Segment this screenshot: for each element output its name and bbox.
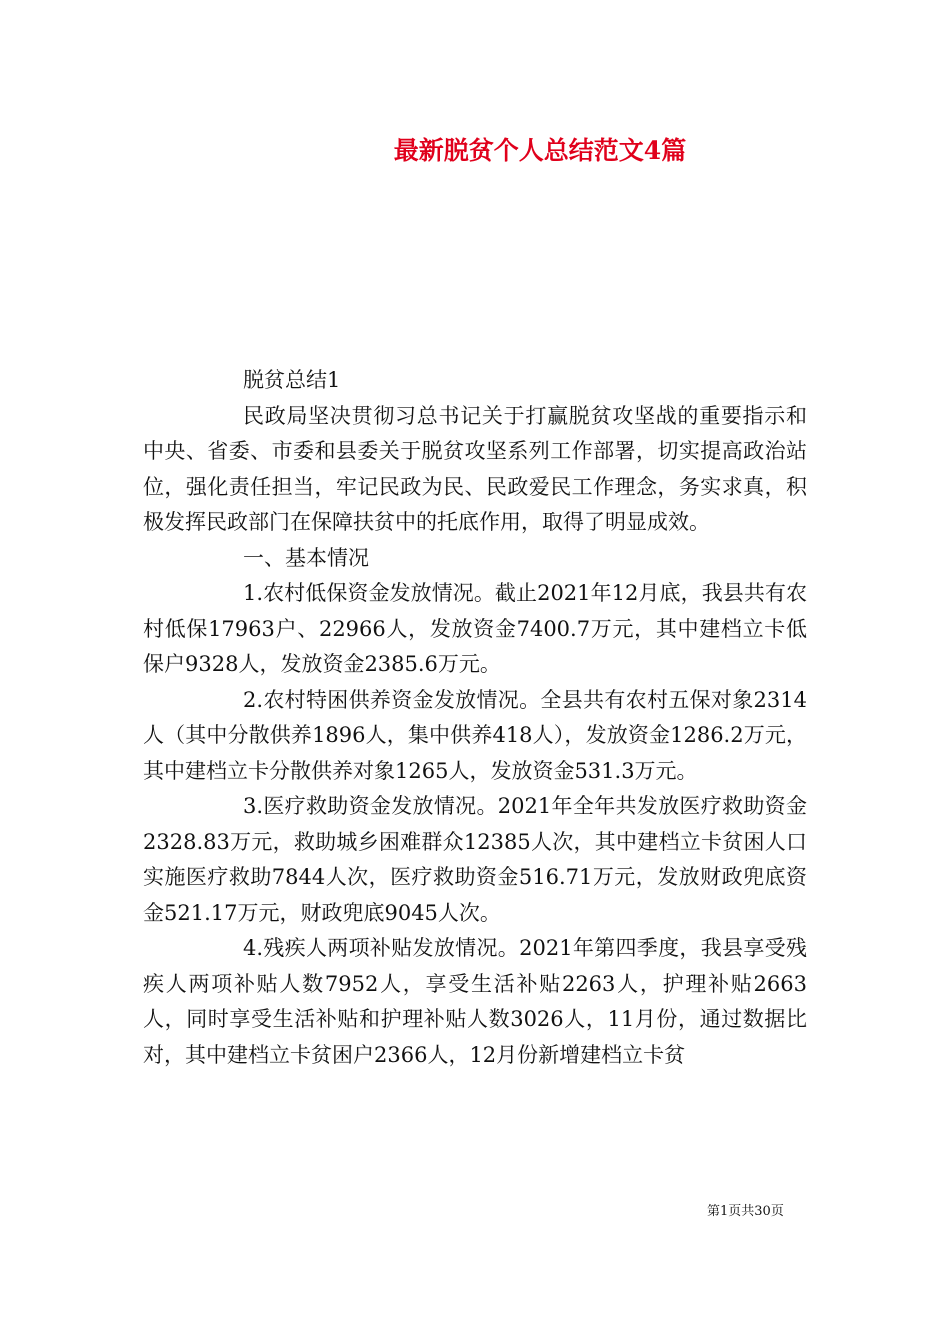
page-number: 第1页共30页 — [707, 1204, 784, 1219]
list-item: 2.农村特困供养资金发放情况。全县共有农村五保对象2314人（其中分散供养1896人，集中供养418人），发放资金1286.2万元，其中建档立卡分散供养对象1265人，发放资金531.3万元。 — [143, 687, 807, 783]
document-body — [143, 363, 807, 1073]
list-item: 4.残疾人两项补贴发放情况。2021年第四季度，我县享受残疾人两项补贴人数7952人，享受生活补贴2263人，护理补贴2663人，同时享受生活补贴和护理补贴人数3026人，11月份，通过数据比对，其中建档立卡贫困户2366人，12月份新增建档立卡贫 — [143, 936, 807, 1067]
list-item: 3.医疗救助资金发放情况。2021年全年共发放医疗救助资金2328.83万元，救助城乡困难群众12385人次，其中建档立卡贫困人口实施医疗救助7844人次，医疗救助资金516.71万元，发放财政兜底资金521.17万元，财政兜底9045人次。 — [143, 794, 807, 925]
subsection-title: 一、基本情况 — [243, 545, 369, 570]
section-title: 脱贫总结1 — [243, 368, 341, 392]
paragraph: 民政局坚决贯彻习总书记关于打赢脱贫攻坚战的重要指示和中央、省委、市委和县委关于脱贫攻坚系列工作部署，切实提高政治站位，强化责任担当，牢记民政为民、民政爱民工作理念，务实求真，积极发挥民政部门在保障扶贫中的托底作用，取得了明显成效。 — [143, 403, 807, 534]
document-title: 最新脱贫个人总结范文4篇 — [393, 136, 687, 165]
list-item: 1.农村低保资金发放情况。截止2021年12月底，我县共有农村低保17963户、22966人，发放资金7400.7万元，其中建档立卡低保户9328人，发放资金2385.6万元。 — [143, 581, 807, 676]
